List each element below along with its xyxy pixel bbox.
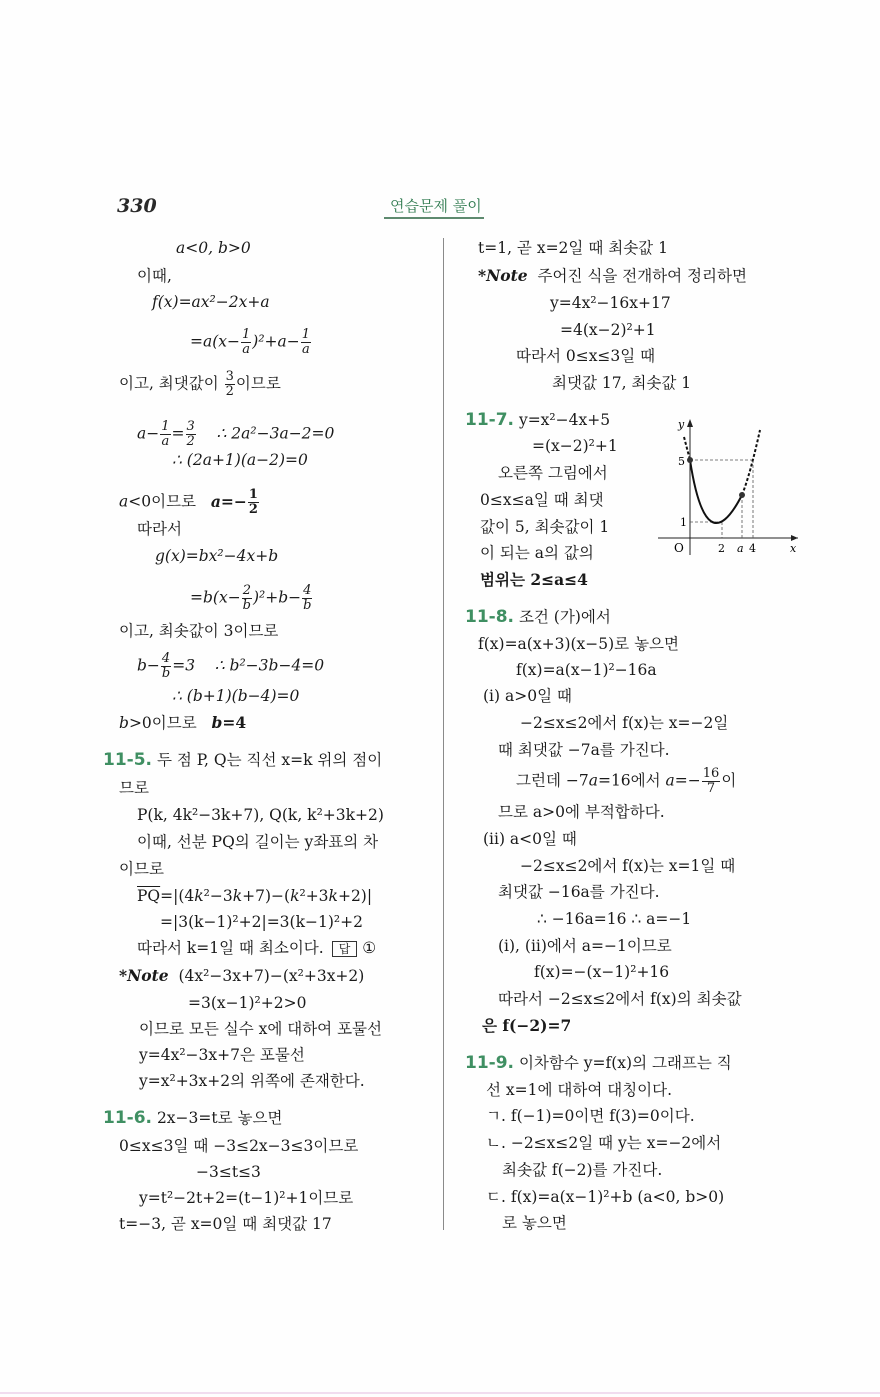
text-line: 이때, [137,267,172,285]
problem-11-8-first-line: 11-8. 조건 (가)에서 [465,607,611,627]
list-item: ㄱ. f(−1)=0이면 f(3)=0이다. [486,1107,695,1125]
equation-line: −3≤t≤3 [196,1163,261,1181]
text-line: 0≤x≤3일 때 −3≤2x−3≤3이므로 [119,1137,359,1155]
equation-line: $\overline{PQ}=|(4k^2-3k+7)-(k^2+3k+2)|$ [137,887,373,905]
text-line: −2≤x≤2에서 f(x)는 x=−2일 [520,714,729,732]
note-label: *Note [119,966,169,985]
text-line: 따라서 [137,520,182,538]
text-line: y=4x²−3x+7은 포물선 [139,1046,305,1064]
text-line: 므로 [119,779,149,797]
text-line: 최댓값 −16a를 가진다. [498,883,660,901]
problem-number: 11-8. [465,607,514,627]
x-tick-2: 2 [718,542,725,555]
equation-line: f(x)=a(x−1)²−16a [516,661,657,679]
text-line: 이 되는 a의 값의 [480,544,594,562]
text-line: 이때, 선분 PQ의 길이는 y좌표의 차 [137,833,379,851]
origin-label: O [674,541,684,555]
problem-number: 11-7. [465,410,514,430]
text-line: −2≤x≤2에서 f(x)는 x=1일 때 [520,857,736,875]
text-line: (ii) a<0일 때 [483,830,577,848]
problem-11-9-first-line: 11-9. 이차함수 y=f(x)의 그래프는 직 [465,1053,732,1073]
text-line: b>0이므로 b=4 [119,713,247,732]
problem-number: 11-9. [465,1053,514,1073]
text-line: 이고, 최솟값이 3이므로 [119,622,279,640]
text-line: t=1, 곧 x=2일 때 최솟값 1 [478,239,668,257]
note-line: *Note (4x²−3x+7)−(x²+3x+2) [119,966,365,985]
equation-line: P(k, 4k²−3k+7), Q(k, k²+3k+2) [137,806,384,824]
page-number: 330 [117,195,157,217]
y-axis-label: y [678,418,685,431]
list-item: ㄷ. f(x)=a(x−1)²+b (a<0, b>0) [486,1188,725,1206]
parabola-graph [650,415,800,560]
text-line: 선 x=1에 대하여 대칭이다. [486,1081,673,1099]
list-item: ㄴ. −2≤x≤2일 때 y는 x=−2에서 [486,1134,722,1152]
text-line: y=x²+3x+2의 위쪽에 존재한다. [139,1072,365,1090]
text-line: 이므로 [119,860,164,878]
x-tick-a: a [737,542,744,555]
text-line: 따라서 0≤x≤3일 때 [516,347,656,365]
equation-line: =b(x− $\frac{2}{b}$ )²+b− $\frac{4}{b}$ [190,583,312,613]
note-line: *Note 주어진 식을 전개하여 정리하면 [478,266,747,285]
equation-line: b− $\frac{4}{b}$ =3 ∴ b²−3b−4=0 [137,651,325,681]
equation-line: y=4x²−16x+17 [550,294,671,312]
problem-11-7-first-line: 11-7. y=x²−4x+5 [465,410,611,430]
equation-line: =|3(k−1)²+2|=3(k−1)²+2 [160,913,363,931]
problem-number: 11-5. [103,750,152,770]
text-line: 따라서 −2≤x≤2에서 f(x)의 최솟값 [498,990,742,1008]
problem-11-5-first-line: 11-5. 두 점 P, Q는 직선 x=k 위의 점이 [103,750,383,770]
text-line: 은 f(−2)=7 [482,1016,572,1035]
equation-line: f(x)=ax²−2x+a [152,293,270,311]
column-divider [443,238,444,1230]
text-line: 므로 a>0에 부적합하다. [498,803,665,821]
text-line: 0≤x≤a일 때 최댓 [480,491,604,509]
equation-line: =(x−2)²+1 [532,437,618,455]
x-tick-4: 4 [749,542,756,555]
answer-box: 답 [332,941,358,957]
text-line: 그런데 −7a=16에서 a=− $\frac{16}{7}$ 이 [516,766,737,796]
text-line: 최솟값 f(−2)를 가진다. [502,1161,663,1179]
y-tick-5: 5 [678,455,685,468]
condition-line: a<0, b>0 [176,239,251,257]
text-line: 로 놓으면 [502,1214,567,1232]
text-line: (i), (ii)에서 a=−1이므로 [498,937,672,955]
text-line: 이고, 최댓값이 $\frac{3}{2}$ 이므로 [119,369,281,399]
equation-line: y=t²−2t+2=(t−1)²+1이므로 [139,1189,354,1207]
text-line: 이므로 모든 실수 x에 대하여 포물선 [139,1020,382,1038]
text-line: a<0이므로 a=− $\frac{1}{2}$ [119,487,258,517]
text-line: 때 최댓값 −7a를 가진다. [498,741,670,759]
problem-number: 11-6. [103,1108,152,1128]
equation-line: ∴ (b+1)(b−4)=0 [172,687,300,705]
text-line: 오른쪽 그림에서 [498,464,608,482]
text-line: t=−3, 곧 x=0일 때 최댓값 17 [119,1215,332,1233]
note-label: *Note [478,266,528,285]
equation-line: =3(x−1)²+2>0 [188,994,307,1012]
running-title: 연습문제 풀이 [384,195,484,219]
equation-line: f(x)=−(x−1)²+16 [534,963,670,981]
answer-value: ① [362,939,377,957]
equation-line: f(x)=a(x+3)(x−5)로 놓으면 [478,635,679,653]
page-bottom-edge [0,1392,880,1394]
equation-line: ∴ −16a=16 ∴ a=−1 [537,910,692,928]
equation-line: =a(x− $\frac{1}{a}$ )²+a− $\frac{1}{a}$ [190,327,311,357]
text-line: 최댓값 17, 최솟값 1 [552,374,692,392]
text-line: (i) a>0일 때 [483,687,572,705]
x-axis-label: x [790,542,797,555]
y-tick-1: 1 [680,516,687,529]
equation-line: =4(x−2)²+1 [560,321,656,339]
equation-line: g(x)=bx²−4x+b [155,547,279,565]
text-line: 값이 5, 최솟값이 1 [480,518,610,536]
text-line: 범위는 2≤a≤4 [480,570,588,589]
equation-line: a− $\frac{1}{a}$ = $\frac{3}{2}$ ∴ 2a²−3a−2=0 [137,419,335,449]
equation-line: ∴ (2a+1)(a−2)=0 [172,451,308,469]
problem-11-6-first-line: 11-6. 2x−3=t로 놓으면 [103,1108,283,1128]
text-line: 따라서 k=1일 때 최소이다. 답 ① [137,939,377,957]
